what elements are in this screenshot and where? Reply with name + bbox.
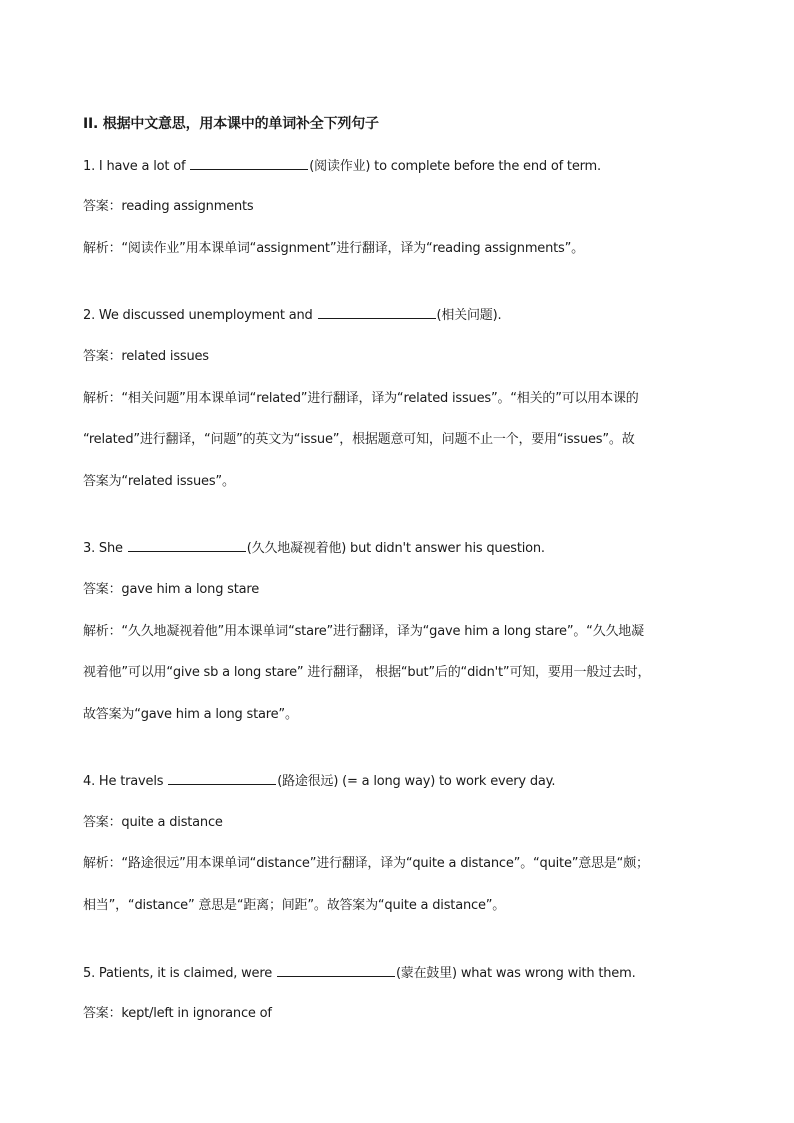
question-1	[83, 158, 723, 175]
question-4-blank	[168, 773, 276, 785]
question-4-text-before: 4. He travels	[83, 774, 164, 789]
question-2-analysis-line-2: “related”进行翻译，“问题”的英文为“issue”，根据题意可知，问题不止一个，要用“issues”。故	[83, 432, 635, 447]
question-5-text-before: 5. Patients, it is claimed, were	[83, 966, 272, 981]
question-4-text-after: (路途很远) (= a long way) to work every day.	[277, 774, 556, 789]
question-3-blank	[128, 540, 246, 552]
question-2-text-after: (相关问题).	[436, 308, 502, 323]
question-3-text-before: 3. She	[83, 541, 123, 556]
question-3-answer: 答案：gave him a long stare	[83, 582, 260, 597]
question-4	[83, 773, 723, 790]
question-1-text-after: (阅读作业) to complete before the end of term.	[309, 159, 601, 174]
question-3-analysis-line-1: 解析：“久久地凝视着他”用本课单词“stare”进行翻译，译为“gave him a long stare”。“久久地凝	[83, 624, 644, 639]
question-2-analysis-line-3: 答案为“related issues”。	[83, 474, 235, 489]
question-1-answer: 答案：reading assignments	[83, 199, 254, 214]
question-2-analysis-line-1: 解析：“相关问题”用本课单词“related”进行翻译，译为“related issues”。“相关的”可以用本课的	[83, 391, 639, 406]
question-3	[83, 540, 723, 557]
question-5-answer: 答案：kept/left in ignorance of	[83, 1006, 272, 1021]
question-3-text-after: (久久地凝视着他) but didn't answer his question.	[246, 541, 545, 556]
question-1-analysis: 解析：“阅读作业”用本课单词“assignment”进行翻译，译为“reading assignments”。	[83, 241, 584, 256]
question-1-blank	[190, 158, 308, 170]
section-heading: II. 根据中文意思，用本课中的单词补全下列句子	[83, 116, 379, 132]
question-2	[83, 307, 723, 324]
question-4-answer: 答案：quite a distance	[83, 815, 223, 830]
question-2-answer: 答案：related issues	[83, 349, 209, 364]
question-3-analysis-line-3: 故答案为“gave him a long stare”。	[83, 707, 298, 722]
question-4-analysis-line-1: 解析：“路途很远”用本课单词“distance”进行翻译，译为“quite a distance”。“quite”意思是“颇；	[83, 856, 649, 871]
question-5-text-after: (蒙在鼓里) what was wrong with them.	[395, 966, 636, 981]
question-5	[83, 965, 723, 982]
question-4-analysis-line-2: 相当”，“distance” 意思是“距离；间距”。故答案为“quite a distance”。	[83, 898, 506, 913]
question-1-text-before: 1. I have a lot of	[83, 159, 186, 174]
question-2-text-before: 2. We discussed unemployment and	[83, 308, 313, 323]
question-3-analysis-line-2: 视着他”可以用“give sb a long stare” 进行翻译， 根据“but”后的“didn't”可知，要用一般过去时，	[83, 665, 651, 680]
question-5-blank	[277, 965, 395, 977]
question-2-blank	[318, 307, 436, 319]
